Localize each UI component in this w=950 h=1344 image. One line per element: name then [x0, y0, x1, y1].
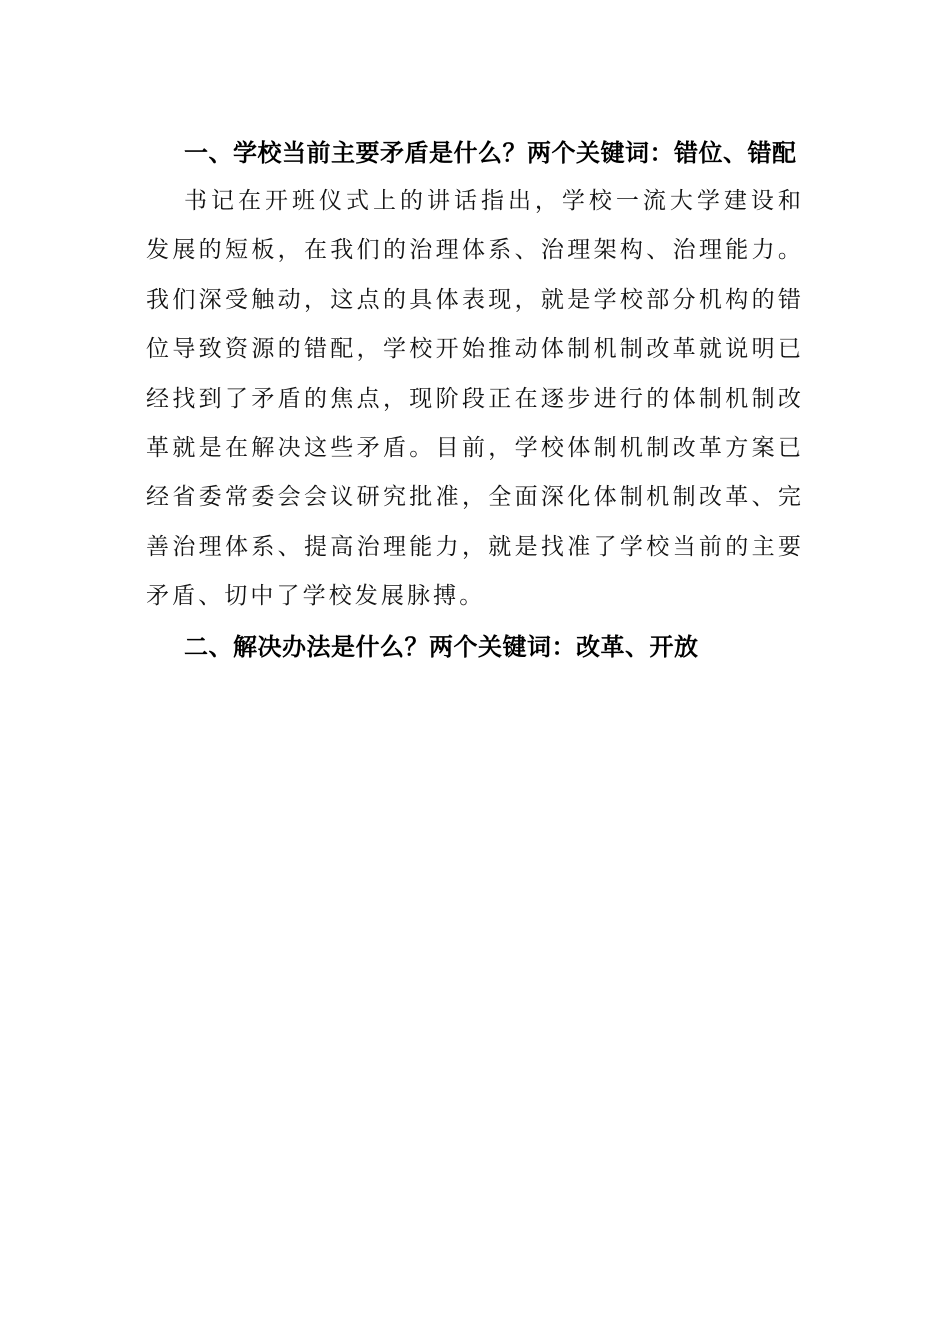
body-paragraph-1: 书记在开班仪式上的讲话指出，学校一流大学建设和发展的短板，在我们的治理体系、治理架构、治理能力。我们深受触动，这点的具体表现，就是学校部分机构的错位导致资源的错配，学校开始推动体制机制改革就说明已经找到了矛盾的焦点，现阶段正在逐步进行的体制机制改革就是在解决这些矛盾。目前，学校体制机制改革方案已经省委常委会会议研究批准，全面深化体制机制改革、完善治理体系、提高治理能力，就是找准了学校当前的主要矛盾、切中了学校发展脉搏。 [146, 188, 804, 610]
document-page [146, 128, 804, 671]
section-heading-1: 一、学校当前主要矛盾是什么？两个关键词：错位、错配 [184, 138, 797, 167]
section-heading-2: 二、解决办法是什么？两个关键词：改革、开放 [184, 631, 699, 661]
